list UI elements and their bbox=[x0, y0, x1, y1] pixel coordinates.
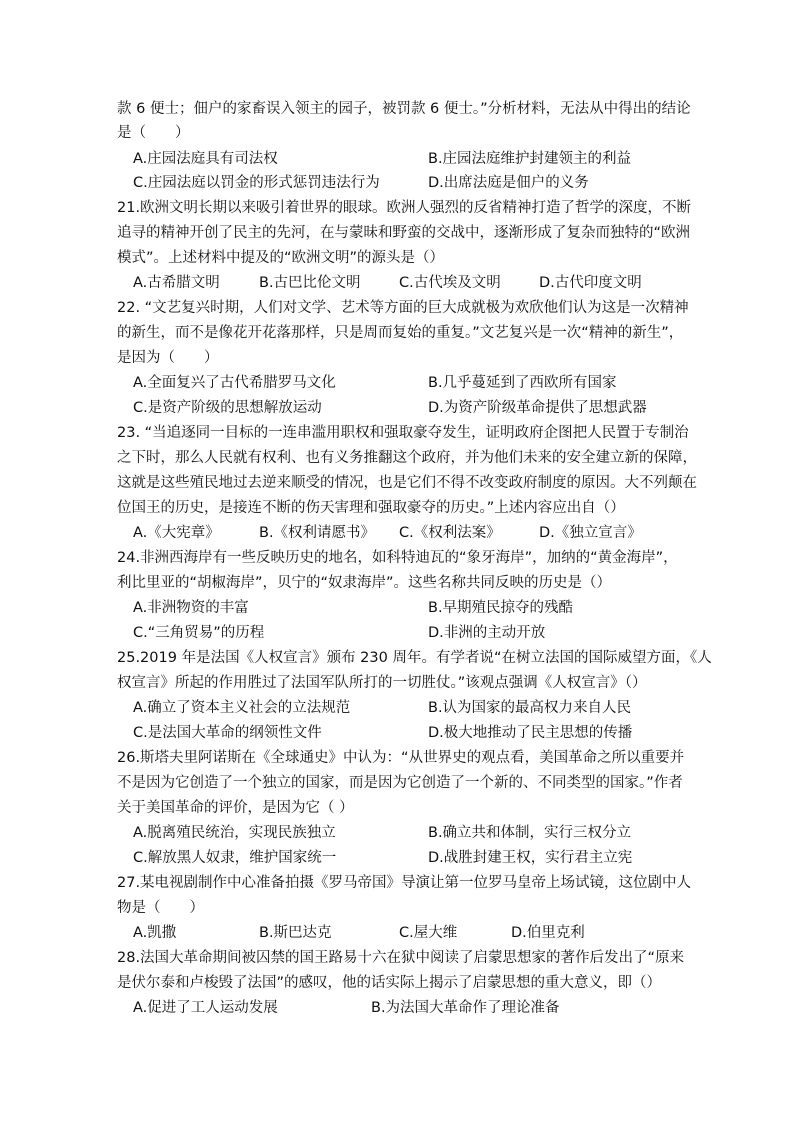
question-23-text: 这就是这些殖民地过去逆来顺受的情况，也是它们不得不改变政府制度的原因。大不列颠在 bbox=[117, 475, 697, 491]
q25-option-c: C.是法国大革命的纲领性文件 bbox=[133, 725, 322, 741]
question-20-text: 款 6 便士；佃户的家畜误入领主的园子，被罚款 6 便士。”分析材料，无法从中得出的结论 bbox=[117, 101, 691, 117]
q23-option-d: D.《独立宣言》 bbox=[539, 525, 642, 541]
q27-option-a: A.凯撒 bbox=[133, 925, 177, 941]
question-24-text: 24.非洲西海岸有一些反映历史的地名，如科特迪瓦的“象牙海岸”，加纳的“黄金海岸”， bbox=[117, 550, 678, 566]
question-22-text: 22. “文艺复兴时期，人们对文学、艺术等方面的巨大成就极为欢欣他们认为这是一次精神 bbox=[117, 300, 689, 316]
q26-option-c: C.解放黑人奴隶，维护国家统一 bbox=[133, 850, 337, 866]
question-27-text: 物是（ ） bbox=[117, 900, 204, 916]
question-28-text: 是伏尔泰和卢梭毁了法国”的感叹，他的话实际上揭示了启蒙思想的重大意义，即（） bbox=[117, 975, 662, 991]
q20-option-a: A.庄园法庭具有司法权 bbox=[133, 151, 278, 167]
q20-option-d: D.出席法庭是佃户的义务 bbox=[428, 175, 589, 191]
q21-option-b: B.古巴比伦文明 bbox=[259, 275, 361, 291]
q23-option-b: B.《权利请愿书》 bbox=[259, 525, 376, 541]
question-26-text: 不是因为它创造了一个独立的国家，而是因为它创造了一个新的、不同类型的国家。”作者 bbox=[117, 775, 683, 791]
q23-option-a: A.《大宪章》 bbox=[133, 525, 220, 541]
q24-option-b: B.早期殖民掠夺的残酷 bbox=[428, 600, 574, 616]
q20-option-b: B.庄园法庭维护封建领主的利益 bbox=[428, 151, 632, 167]
question-22-text: 的新生，而不是像花开花落那样，只是周而复始的重复。”文艺复兴是一次“精神的新生”， bbox=[117, 325, 684, 341]
q27-option-c: C.屋大维 bbox=[399, 925, 458, 941]
q22-option-a: A.全面复兴了古代希腊罗马文化 bbox=[133, 375, 336, 391]
q22-option-d: D.为资产阶级革命提供了思想武器 bbox=[428, 400, 647, 416]
q26-option-a: A.脱离殖民统治，实现民族独立 bbox=[133, 825, 336, 841]
question-21-text: 21.欧洲文明长期以来吸引着世界的眼球。欧洲人强烈的反省精神打造了哲学的深度，不断 bbox=[117, 200, 692, 216]
q25-option-a: A.确立了资本主义社会的立法规范 bbox=[133, 700, 351, 716]
q22-option-b: B.几乎蔓延到了西欧所有国家 bbox=[428, 375, 617, 391]
question-23-text: 23. “当追逐同一目标的一连串滥用职权和强取豪夺发生，证明政府企图把人民置于专制治 bbox=[117, 425, 689, 441]
q27-option-b: B.斯巴达克 bbox=[259, 925, 332, 941]
question-23-text: 之下时，那么人民就有权利、也有义务推翻这个政府，并为他们未来的安全建立新的保障， bbox=[117, 450, 697, 466]
question-28-text: 28.法国大革命期间被囚禁的国王路易十六在狱中阅读了启蒙思想家的著作后发出了“原来 bbox=[117, 950, 685, 966]
question-26-text: 关于美国革命的评价，是因为它（ ） bbox=[117, 800, 354, 816]
q21-option-c: C.古代埃及文明 bbox=[399, 275, 501, 291]
q28-option-a: A.促进了工人运动发展 bbox=[133, 1000, 278, 1016]
question-23-text: 位国王的历史，是接连不断的伤天害理和强取豪夺的历史。”上述内容应出自（） bbox=[117, 500, 625, 516]
q21-option-a: A.古希腊文明 bbox=[133, 275, 220, 291]
q25-option-b: B.认为国家的最高权力来自人民 bbox=[428, 700, 632, 716]
q23-option-c: C.《权利法案》 bbox=[399, 525, 501, 541]
question-24-text: 利比里亚的“胡椒海岸”，贝宁的“奴隶海岸”。这些名称共同反映的历史是（） bbox=[117, 575, 612, 591]
q28-option-b: B.为法国大革命作了理论准备 bbox=[371, 1000, 560, 1016]
q22-option-c: C.是资产阶级的思想解放运动 bbox=[133, 400, 322, 416]
question-22-text: 是因为（ ） bbox=[117, 350, 219, 366]
question-21-text: 追寻的精神开创了民主的先河，在与蒙昧和野蛮的交战中，逐渐形成了复杂而独特的“欧洲 bbox=[117, 225, 691, 241]
q26-option-b: B.确立共和体制，实行三权分立 bbox=[428, 825, 632, 841]
question-21-text: 模式”。上述材料中提及的“欧洲文明”的源头是（） bbox=[117, 250, 445, 266]
q21-option-d: D.古代印度文明 bbox=[539, 275, 642, 291]
question-27-text: 27.某电视剧制作中心准备拍摄《罗马帝国》导演让第一位罗马皇帝上场试镜，这位剧中人 bbox=[117, 875, 692, 891]
q26-option-d: D.战胜封建王权，实行君主立宪 bbox=[428, 850, 633, 866]
question-25-text: 权宣言》所起的作用胜过了法国军队所打的一切胜仗。”该观点强调《人权宣言》（） bbox=[117, 675, 647, 691]
q24-option-d: D.非洲的主动开放 bbox=[428, 625, 546, 641]
question-20-text: 是（ ） bbox=[117, 125, 190, 141]
question-26-text: 26.斯塔夫里阿诺斯在《全球通史》中认为：“从世界史的观点看，美国革命之所以重要并 bbox=[117, 750, 685, 766]
q20-option-c: C.庄园法庭以罚金的形式惩罚违法行为 bbox=[133, 175, 380, 191]
question-25-text: 25.2019 年是法国《人权宣言》颁布 230 周年。有学者说“在树立法国的国际威望方面，《人 bbox=[117, 650, 712, 666]
q25-option-d: D.极大地推动了民主思想的传播 bbox=[428, 725, 633, 741]
q24-option-c: C.“三角贸易”的历程 bbox=[133, 625, 265, 641]
q24-option-a: A.非洲物资的丰富 bbox=[133, 600, 249, 616]
q27-option-d: D.伯里克利 bbox=[511, 925, 585, 941]
